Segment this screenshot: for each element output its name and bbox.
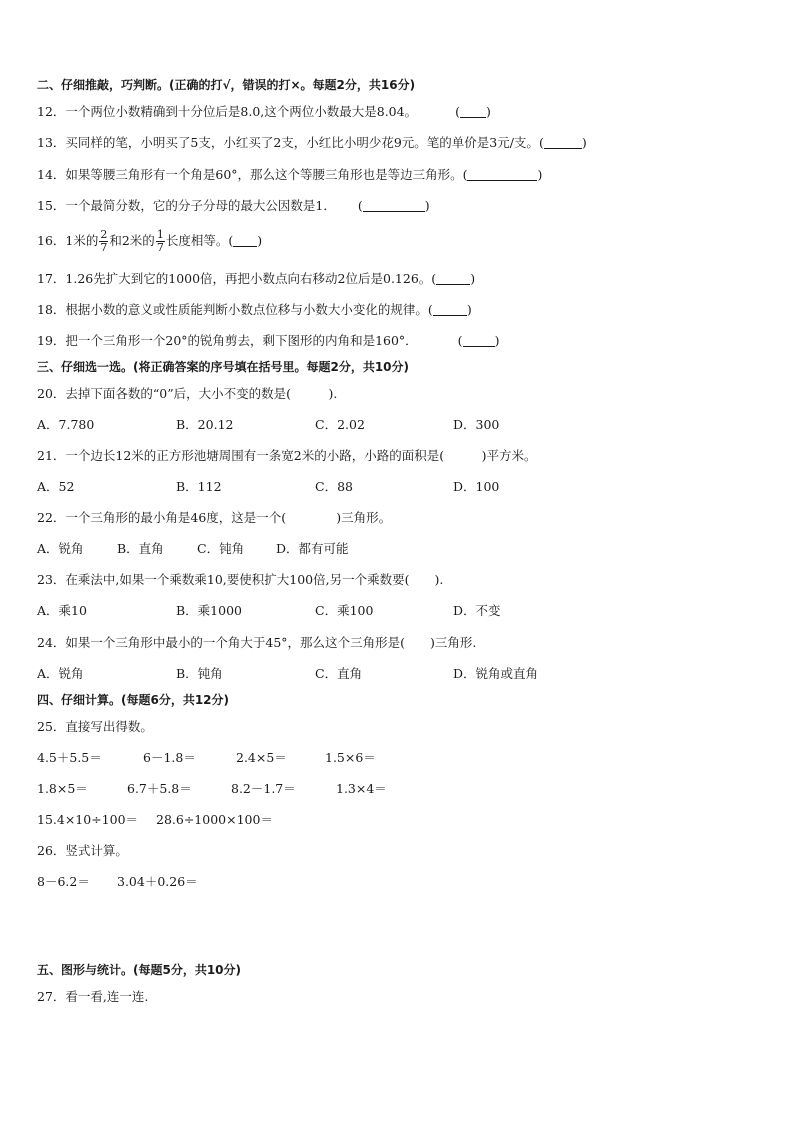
calc-item: 3.04＋0.26＝	[117, 874, 198, 889]
question-22: 22．一个三角形的最小角是46度，这是一个( )三角形。	[37, 510, 392, 525]
option-23-d[interactable]: D．不变	[453, 603, 501, 618]
question-16: 16．1米的 $\frac{2}{7}$ 和2米的 $\frac{1}{7}$ 长度相等。( )	[37, 228, 263, 254]
question-15: 15．一个最简分数，它的分子分母的最大公因数是1． ( )	[37, 198, 430, 213]
section-2-heading: 二、仔细推敲，巧判断。(正确的打√，错误的打×。每题2分，共16分)	[37, 78, 416, 92]
section-3-heading: 三、仔细选一选。(将正确答案的序号填在括号里。每题2分，共10分)	[37, 360, 410, 374]
calc-item: 6.7＋5.8＝	[127, 781, 192, 796]
question-13-text: 13．买同样的笔，小明买了5支，小红买了2支，小红比小明少花9元。笔的单价是3元/支。	[37, 135, 539, 150]
answer-blank-16[interactable]	[233, 234, 257, 247]
question-14: 14．如果等腰三角形有一个角是60°，那么这个等腰三角形也是等边三角形。( )	[37, 167, 543, 182]
calc-item: 8－6.2＝	[37, 874, 90, 889]
section-5-heading: 五、图形与统计。(每题5分，共10分)	[37, 963, 242, 977]
option-22-c[interactable]: C．钝角	[197, 541, 245, 556]
calc-item: 2.4×5＝	[236, 750, 287, 765]
question-13: 13．买同样的笔，小明买了5支，小红买了2支，小红比小明少花9元。笔的单价是3元/支。( )	[37, 135, 587, 150]
calc-item: 4.5＋5.5＝	[37, 750, 102, 765]
option-20-a[interactable]: A．7.780	[37, 417, 95, 432]
calc-item: 1.3×4＝	[336, 781, 387, 796]
answer-blank-19[interactable]	[463, 334, 495, 347]
section-4-heading: 四、仔细计算。(每题6分，共12分)	[37, 693, 230, 707]
question-15-text: 15．一个最简分数，它的分子分母的最大公因数是1．	[37, 198, 336, 213]
question-18-text: 18．根据小数的意义或性质能判断小数点位移与小数大小变化的规律。	[37, 302, 428, 317]
option-20-c[interactable]: C．2.02	[315, 417, 365, 432]
option-22-b[interactable]: B．直角	[117, 541, 164, 556]
question-12: 12．一个两位小数精确到十分位后是8.0,这个两位小数最大是8.04。 ( )	[37, 104, 491, 119]
calc-item: 1.5×6＝	[325, 750, 376, 765]
option-23-b[interactable]: B．乘1000	[176, 603, 242, 618]
question-27: 27．看一看,连一连.	[37, 989, 149, 1004]
option-22-a[interactable]: A．锐角	[37, 541, 84, 556]
question-17-text: 17．1.26先扩大到它的1000倍，再把小数点向右移动2位后是0.126。	[37, 271, 432, 286]
question-25: 25．直接写出得数。	[37, 719, 153, 734]
answer-blank-18[interactable]	[433, 303, 467, 316]
question-17: 17．1.26先扩大到它的1000倍，再把小数点向右移动2位后是0.126。( )	[37, 271, 476, 286]
option-23-a[interactable]: A．乘10	[37, 603, 87, 618]
option-24-a[interactable]: A．锐角	[37, 666, 84, 681]
answer-blank-12[interactable]	[460, 105, 486, 118]
option-21-d[interactable]: D．100	[453, 479, 500, 494]
answer-blank-17[interactable]	[436, 272, 470, 285]
option-20-d[interactable]: D．300	[453, 417, 500, 432]
option-20-b[interactable]: B．20.12	[176, 417, 234, 432]
question-19-text: 19．把一个三角形一个20°的锐角剪去，剩下图形的内角和是160°．	[37, 333, 418, 348]
option-21-a[interactable]: A．52	[37, 479, 75, 494]
question-24: 24．如果一个三角形中最小的一个角大于45°，那么这个三角形是( )三角形.	[37, 635, 477, 650]
fraction-1-7: $\frac{1}{7}$	[156, 228, 164, 254]
option-21-b[interactable]: B．112	[176, 479, 222, 494]
question-26: 26．竖式计算。	[37, 843, 128, 858]
calc-item: 28.6÷1000×100＝	[156, 812, 273, 827]
calc-item: 15.4×10÷100＝	[37, 812, 139, 827]
answer-blank-13[interactable]	[544, 136, 582, 149]
calc-item: 8.2－1.7＝	[231, 781, 296, 796]
option-24-d[interactable]: D．锐角或直角	[453, 666, 539, 681]
answer-blank-14[interactable]	[467, 168, 537, 181]
question-20: 20．去掉下面各数的“0”后，大小不变的数是( ).	[37, 386, 338, 401]
fraction-2-7: $\frac{2}{7}$	[100, 228, 108, 254]
question-21: 21．一个边长12米的正方形池塘周围有一条宽2米的小路，小路的面积是( )平方米。	[37, 448, 537, 463]
option-23-c[interactable]: C．乘100	[315, 603, 374, 618]
option-22-d[interactable]: D．都有可能	[276, 541, 349, 556]
option-24-b[interactable]: B．钝角	[176, 666, 223, 681]
calc-item: 1.8×5＝	[37, 781, 88, 796]
question-23: 23．在乘法中,如果一个乘数乘10,要使积扩大100倍,另一个乘数要( ).	[37, 572, 444, 587]
question-12-text: 12．一个两位小数精确到十分位后是8.0,这个两位小数最大是8.04。	[37, 104, 418, 119]
option-21-c[interactable]: C．88	[315, 479, 353, 494]
option-24-c[interactable]: C．直角	[315, 666, 363, 681]
question-18: 18．根据小数的意义或性质能判断小数点位移与小数大小变化的规律。( )	[37, 302, 472, 317]
question-14-text: 14．如果等腰三角形有一个角是60°，那么这个等腰三角形也是等边三角形。	[37, 167, 463, 182]
question-19: 19．把一个三角形一个20°的锐角剪去，剩下图形的内角和是160°． ( )	[37, 333, 500, 348]
answer-blank-15[interactable]	[363, 199, 425, 212]
calc-item: 6－1.8＝	[143, 750, 196, 765]
